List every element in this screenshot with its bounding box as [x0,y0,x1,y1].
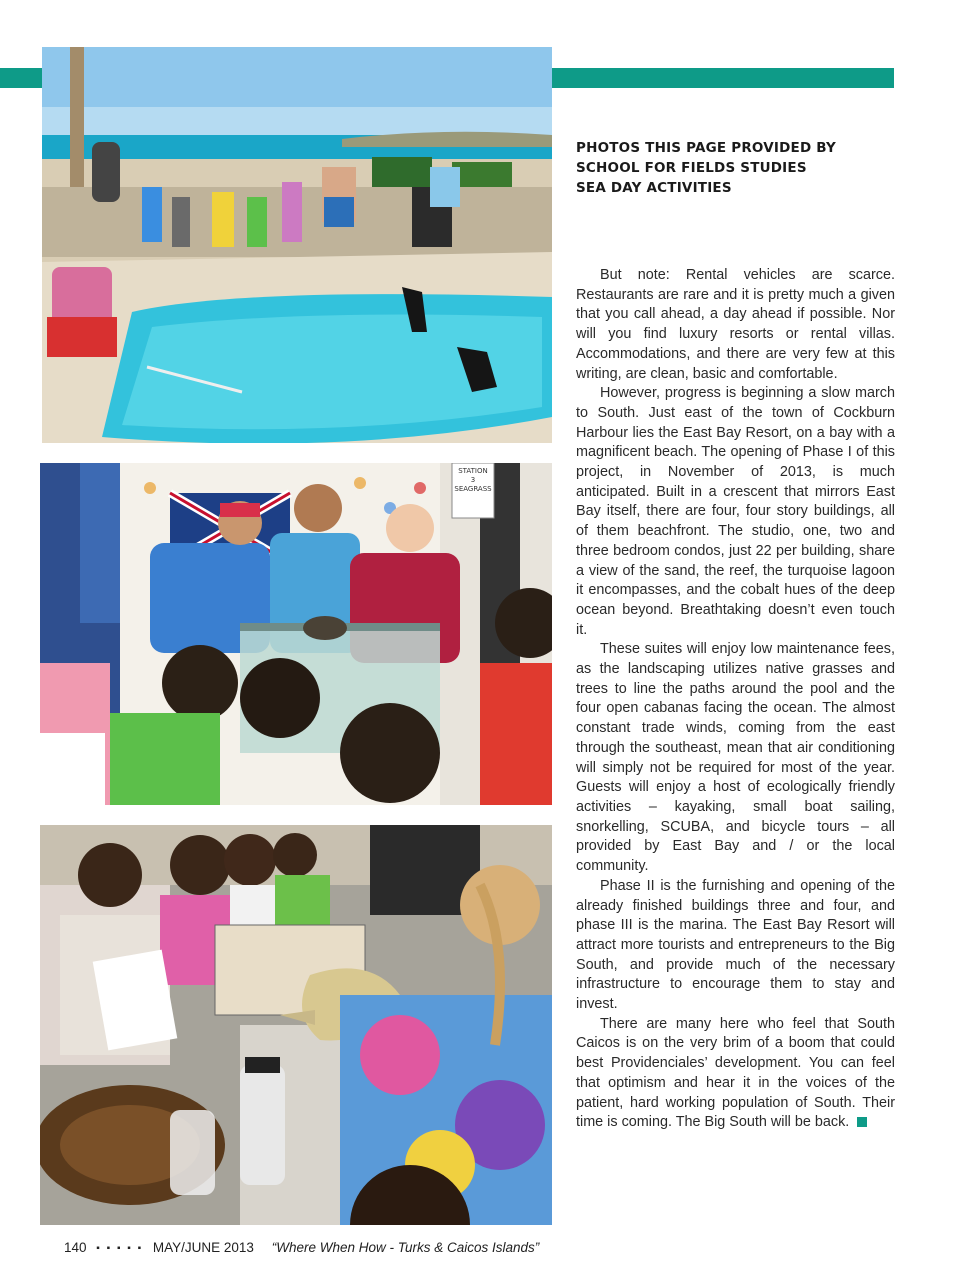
sign-line-1: STATION [458,467,488,475]
photo-credit-line-1: PHOTOS THIS PAGE PROVIDED BY [576,140,836,156]
issue-date: MAY/JUNE 2013 [152,1240,254,1255]
accent-bar-left [0,68,44,88]
magazine-tagline: “Where When How - Turks & Caicos Islands” [271,1240,540,1255]
article-body [576,266,895,1133]
photo-credit-line-2: SCHOOL FOR FIELDS STUDIES [576,160,807,176]
photo-children-turtle-table [40,825,552,1225]
article-paragraph-last [576,1015,895,1133]
article-last-text: There are many here who feel that South Caicos is on the very brim of a boom that could best Providenciales’ development. You can feel that optimism and hear it in the voices of the patient, hard working population of South. Their time is coming. The Big South will be back. [576,1015,895,1131]
photo-pool-scuba-demo [42,47,552,443]
photo-credit [576,138,906,198]
page-number: 140 [64,1240,87,1255]
photo-credit-line-3: SEA DAY ACTIVITIES [576,180,732,196]
article-paragraph: But note: Rental vehicles are scarce. Restaurants are rare and it is pretty much a given that you call ahead, a day ahead if possible. Nor will you find luxury resorts or rental villas. Accommodations, and there are very few at this writing, are clean, basic and comfortable. [576,267,895,382]
article-paragraph: However, progress is beginning a slow march to South. Just east of the town of Cockburn Harbour lies the East Bay Resort, on a bay with a magnificent beach. The opening of Phase I of this project, in November of 2013, is much anticipated. Built in a crescent that mirrors East Bay itself, there are four, four story buildings, all of them beachfront. The studio, one, two and three bedroom condos, just 22 per building, share a view of the sand, the reef, the turquoise lagoon it encompasses, and the cobalt hues of the deep ocean beyond. Breathtaking doesn’t even touch it. [576,385,895,638]
article-paragraph: These suites will enjoy low maintenance fees, as the landscaping utilizes native grasses and trees to line the paths around the pool and the four open cabanas facing the ocean. The almost constant trade winds, coming from the east through the southeast, mean that air conditioning will simply not be required for most of the year. Guests will enjoy a host of ecologically friendly activities – kayaking, small boat sailing, snorkelling, SCUBA, and bicycle tours – all provided by East Bay and / or the local community. [576,641,895,875]
article-paragraph: Phase II is the furnishing and opening of the already finished buildings three and four, and phase III is the marina. The East Bay Resort will attract more tourists and entrepreneurs to the Big South, and provide much of the necessary infrastructure to encourage them to stay and invest. [576,877,895,1013]
page-footer [64,1240,664,1255]
photo-classroom-aquarium [40,463,552,805]
footer-dots: ▪ ▪ ▪ ▪ ▪ [96,1243,144,1254]
sign-line-2: 3 [470,476,476,484]
sign-line-3: SEAGRASS [454,485,492,493]
accent-bar-right [552,68,894,88]
end-of-article-square-icon [857,1117,867,1127]
